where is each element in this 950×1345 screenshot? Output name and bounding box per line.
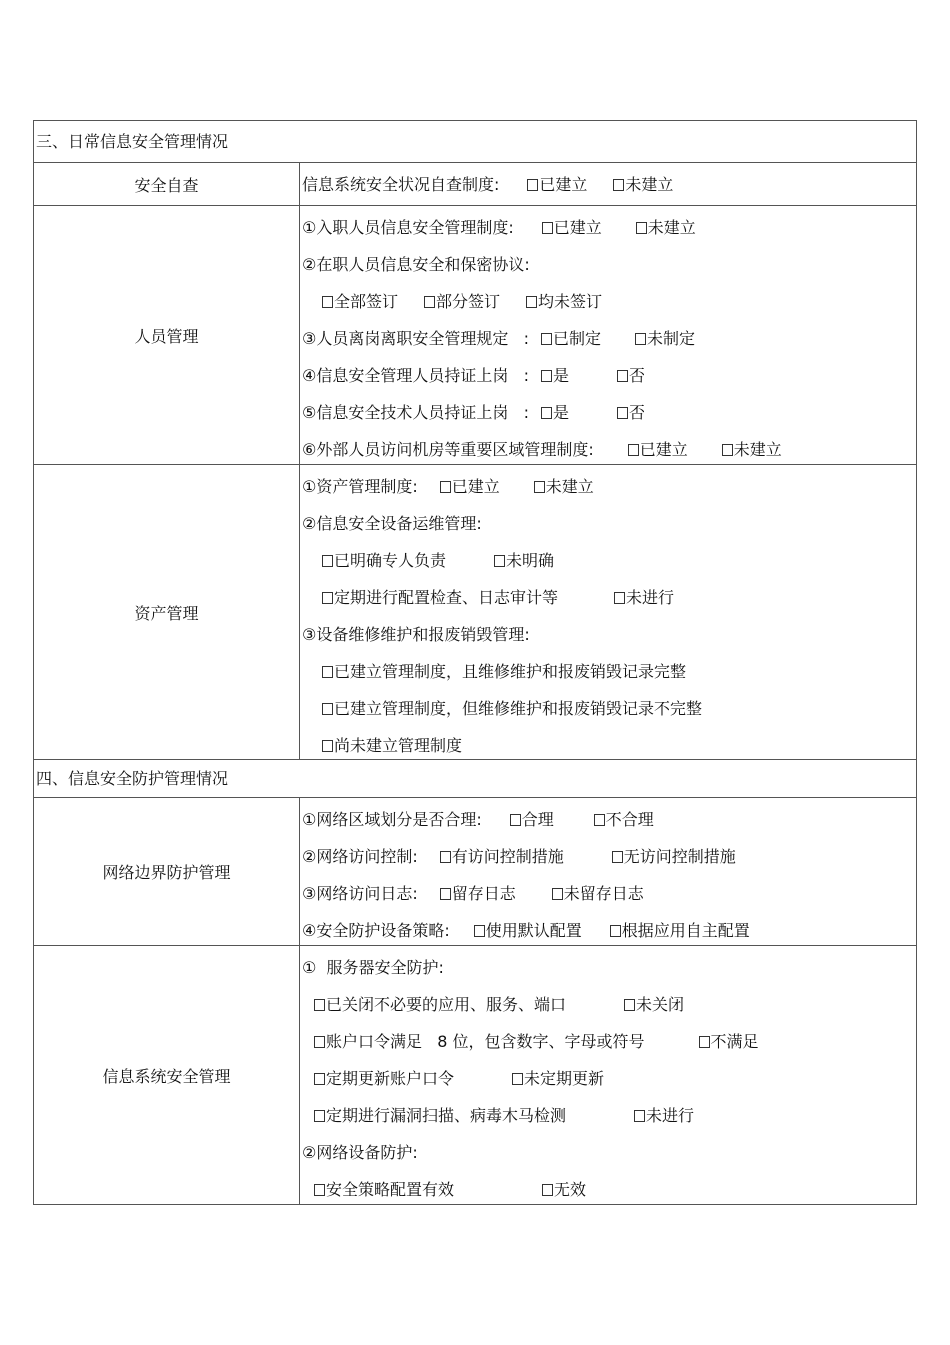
checkbox[interactable]: [510, 814, 521, 826]
checkbox[interactable]: [322, 703, 333, 715]
question-text: ③人员离岗离职安全管理规定 :: [302, 329, 529, 348]
option-no[interactable]: 否: [617, 394, 645, 431]
checkbox[interactable]: [494, 555, 505, 567]
option[interactable]: 不满足: [699, 1023, 759, 1060]
row-label: 人员管理: [34, 206, 300, 464]
option[interactable]: 未关闭: [624, 986, 684, 1023]
question-text: ①入职人员信息安全管理制度:: [302, 218, 514, 237]
option[interactable]: 未明确: [494, 542, 554, 579]
question-text: ②网络访问控制:: [302, 847, 418, 866]
question-text: ① 服务器安全防护:: [302, 958, 444, 977]
option[interactable]: 账户口令满足 8 位，包含数字、字母或符号: [314, 1023, 645, 1060]
option-established[interactable]: 已建立: [527, 166, 587, 203]
checkbox[interactable]: [617, 370, 628, 382]
checkbox[interactable]: [610, 925, 621, 937]
checkbox[interactable]: [612, 851, 623, 863]
row-self-check: [34, 163, 916, 206]
option[interactable]: 全部签订: [322, 283, 398, 320]
row-network-boundary: [34, 798, 916, 946]
checkbox[interactable]: [552, 888, 563, 900]
option[interactable]: 尚未建立管理制度: [322, 727, 462, 764]
option[interactable]: 未留存日志: [552, 875, 644, 912]
checkbox[interactable]: [314, 999, 325, 1011]
option-yes[interactable]: 是: [541, 357, 569, 394]
row-personnel: [34, 206, 916, 465]
section-3-title: 三、日常信息安全管理情况: [34, 121, 916, 163]
checkbox[interactable]: [722, 444, 733, 456]
option[interactable]: 定期进行漏洞扫描、病毒木马检测: [314, 1097, 566, 1134]
checkbox[interactable]: [512, 1073, 523, 1085]
question-text: ②信息安全设备运维管理:: [302, 514, 482, 533]
question-text: 信息系统安全状况自查制度:: [302, 175, 500, 194]
row-label: 信息系统安全管理: [34, 946, 300, 1204]
row-label: 网络边界防护管理: [34, 798, 300, 945]
checkbox[interactable]: [634, 1110, 645, 1122]
checkbox[interactable]: [542, 222, 553, 234]
checkbox[interactable]: [526, 296, 537, 308]
question-text: ③设备维修维护和报废销毁管理:: [302, 625, 530, 644]
checkbox[interactable]: [322, 296, 333, 308]
checkbox[interactable]: [636, 222, 647, 234]
option-no[interactable]: 否: [617, 357, 645, 394]
checkbox[interactable]: [314, 1036, 325, 1048]
row-assets: [34, 465, 916, 760]
option[interactable]: 已明确专人负责: [322, 542, 446, 579]
checkbox[interactable]: [440, 481, 451, 493]
option[interactable]: 已建立: [628, 431, 688, 468]
checkbox[interactable]: [541, 333, 552, 345]
question-text: ④安全防护设备策略:: [302, 921, 450, 940]
option[interactable]: 未进行: [634, 1097, 694, 1134]
question-text: ②网络设备防护:: [302, 1143, 418, 1162]
checkbox[interactable]: [474, 925, 485, 937]
section-4-title: 四、信息安全防护管理情况: [34, 760, 916, 798]
row-system-security: [34, 946, 916, 1204]
question-text: ②在职人员信息安全和保密协议:: [302, 255, 530, 274]
checkbox[interactable]: [440, 888, 451, 900]
inspection-form-table: [33, 120, 917, 1205]
option[interactable]: 未建立: [636, 209, 696, 246]
option[interactable]: 部分签订: [424, 283, 500, 320]
option[interactable]: 未建立: [534, 468, 594, 505]
checkbox[interactable]: [424, 296, 435, 308]
checkbox[interactable]: [541, 407, 552, 419]
checkbox[interactable]: [314, 1184, 325, 1196]
checkbox[interactable]: [322, 592, 333, 604]
checkbox[interactable]: [635, 333, 646, 345]
option[interactable]: 无访问控制措施: [612, 838, 736, 875]
option[interactable]: 未制定: [635, 320, 695, 357]
option[interactable]: 已关闭不必要的应用、服务、端口: [314, 986, 566, 1023]
option[interactable]: 安全策略配置有效: [314, 1171, 454, 1208]
checkbox[interactable]: [541, 370, 552, 382]
option[interactable]: 已建立: [440, 468, 500, 505]
question-text: ①网络区域划分是否合理:: [302, 810, 482, 829]
row-label: 资产管理: [34, 465, 300, 759]
option-yes[interactable]: 是: [541, 394, 569, 431]
question-text: ⑤信息安全技术人员持证上岗 :: [302, 403, 529, 422]
option[interactable]: 使用默认配置: [474, 912, 582, 949]
option[interactable]: 未定期更新: [512, 1060, 604, 1097]
option[interactable]: 已建立管理制度，但维修维护和报废销毁记录不完整: [322, 690, 702, 727]
option[interactable]: 已制定: [541, 320, 601, 357]
option[interactable]: 有访问控制措施: [440, 838, 564, 875]
row-label: 安全自查: [34, 163, 300, 205]
option[interactable]: 不合理: [594, 801, 654, 838]
checkbox[interactable]: [628, 444, 639, 456]
question-text: ③网络访问日志:: [302, 884, 418, 903]
checkbox[interactable]: [527, 179, 538, 191]
checkbox[interactable]: [542, 1184, 553, 1196]
option[interactable]: 合理: [510, 801, 554, 838]
checkbox[interactable]: [594, 814, 605, 826]
checkbox[interactable]: [534, 481, 545, 493]
option[interactable]: 无效: [542, 1171, 586, 1208]
checkbox[interactable]: [614, 592, 625, 604]
checkbox[interactable]: [624, 999, 635, 1011]
question-text: ⑥外部人员访问机房等重要区域管理制度:: [302, 440, 594, 459]
option[interactable]: 未进行: [614, 579, 674, 616]
option[interactable]: 未建立: [722, 431, 782, 468]
option[interactable]: 已建立: [542, 209, 602, 246]
option[interactable]: 已建立管理制度，且维修维护和报废销毁记录完整: [322, 653, 686, 690]
checkbox[interactable]: [440, 851, 451, 863]
checkbox[interactable]: [314, 1110, 325, 1122]
checkbox[interactable]: [314, 1073, 325, 1085]
question-text: ①资产管理制度:: [302, 477, 418, 496]
checkbox[interactable]: [617, 407, 628, 419]
option[interactable]: 留存日志: [440, 875, 516, 912]
option[interactable]: 根据应用自主配置: [610, 912, 750, 949]
checkbox[interactable]: [322, 740, 333, 752]
option-not-established[interactable]: 未建立: [613, 166, 673, 203]
checkbox[interactable]: [322, 666, 333, 678]
checkbox[interactable]: [699, 1036, 710, 1048]
option[interactable]: 均未签订: [526, 283, 602, 320]
question-text: ④信息安全管理人员持证上岗 :: [302, 366, 529, 385]
checkbox[interactable]: [613, 179, 624, 191]
option[interactable]: 定期更新账户口令: [314, 1060, 454, 1097]
option[interactable]: 定期进行配置检查、日志审计等: [322, 579, 558, 616]
checkbox[interactable]: [322, 555, 333, 567]
